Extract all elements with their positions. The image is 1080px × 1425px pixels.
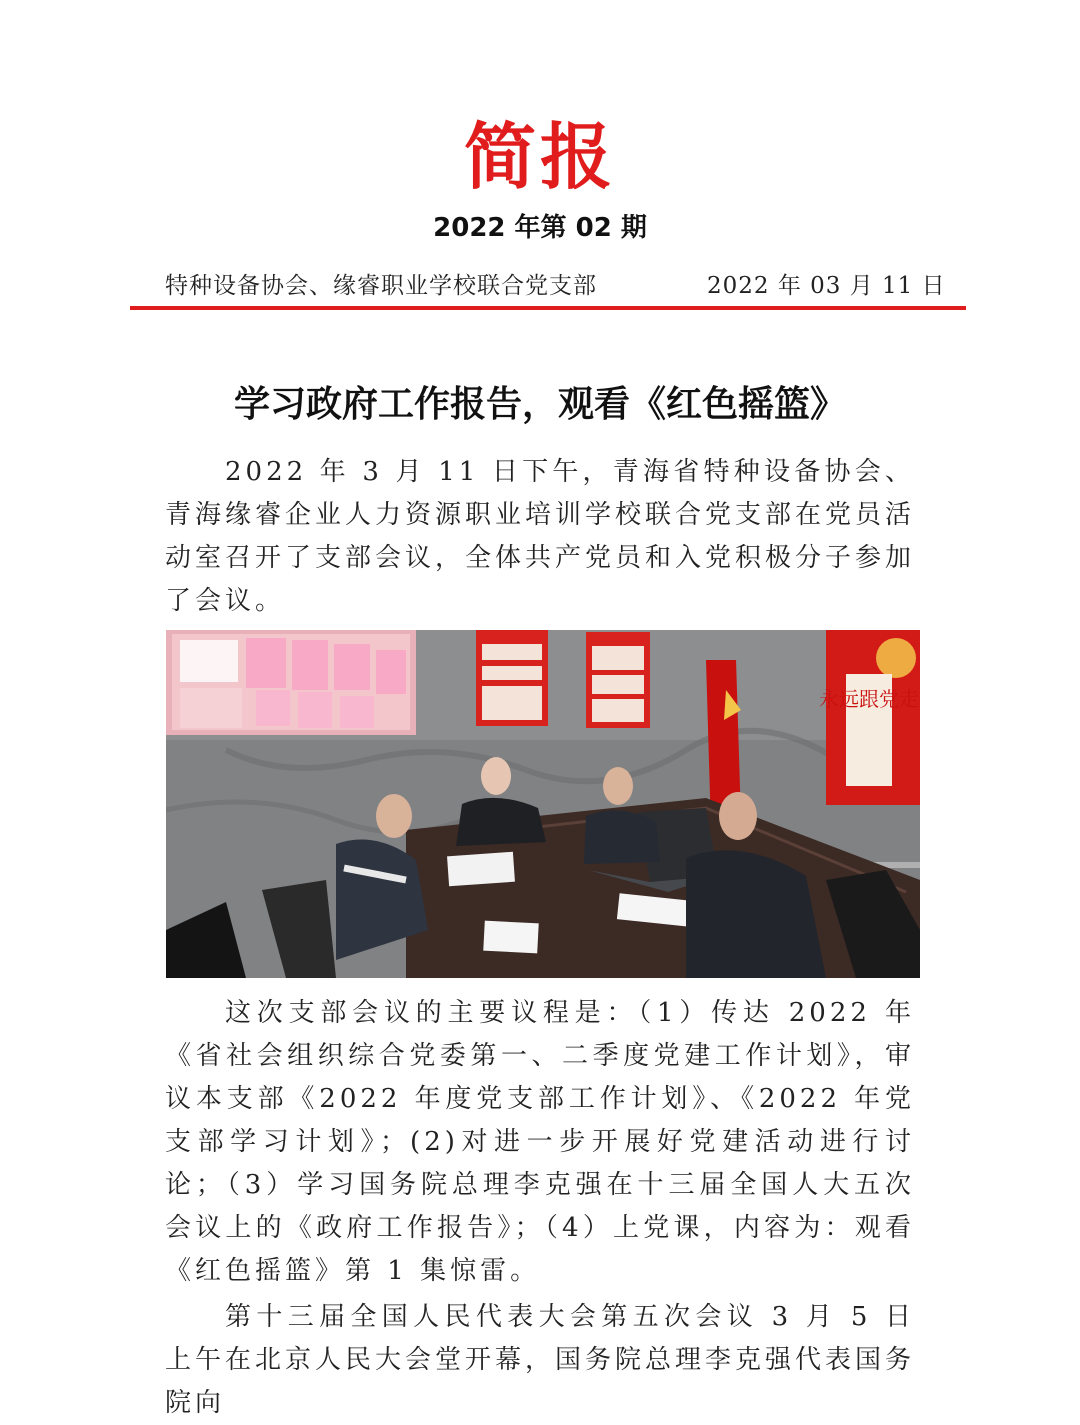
banner-text: 永远跟党走 <box>819 687 919 711</box>
issue-number: 2022 年第 02 期 <box>433 213 647 243</box>
red-divider-rule <box>130 306 966 310</box>
publication-date: 2022 年 03 月 11 日 <box>707 273 946 299</box>
article-paragraph-3: 第十三届全国人民代表大会第五次会议 3 月 5 日上午在北京人民大会堂开幕，国务院总理李克强代表国务院向 <box>165 1302 916 1418</box>
article-headline: 学习政府工作报告，观看《红色摇篮》 <box>233 384 846 425</box>
organization-name: 特种设备协会、缘睿职业学校联合党支部 <box>165 273 597 299</box>
meeting-photo <box>166 630 920 978</box>
article-paragraph-2: 这次支部会议的主要议程是：（1）传达 2022 年《省社会组织综合党委第一、二季度党建工作计划》，审议本支部《2022 年度党支部工作计划》、《2022 年党支部学习计划》；(2)对进一步开展好党建活动进行讨论；（3）学习国务院总理李克强在十三届全国人大五次会议上的《政府工作报告》；（4）上党课，内容为：观看《红色摇篮》第 1 集惊雷。 <box>165 998 915 1286</box>
bulletin-masthead: 简报 <box>463 115 616 199</box>
article-paragraph-1: 2022 年 3 月 11 日下午，青海省特种设备协会、青海缘睿企业人力资源职业培训学校联合党支部在党员活动室召开了支部会议，全体共产党员和入党积极分子参加了会议。 <box>165 457 916 616</box>
